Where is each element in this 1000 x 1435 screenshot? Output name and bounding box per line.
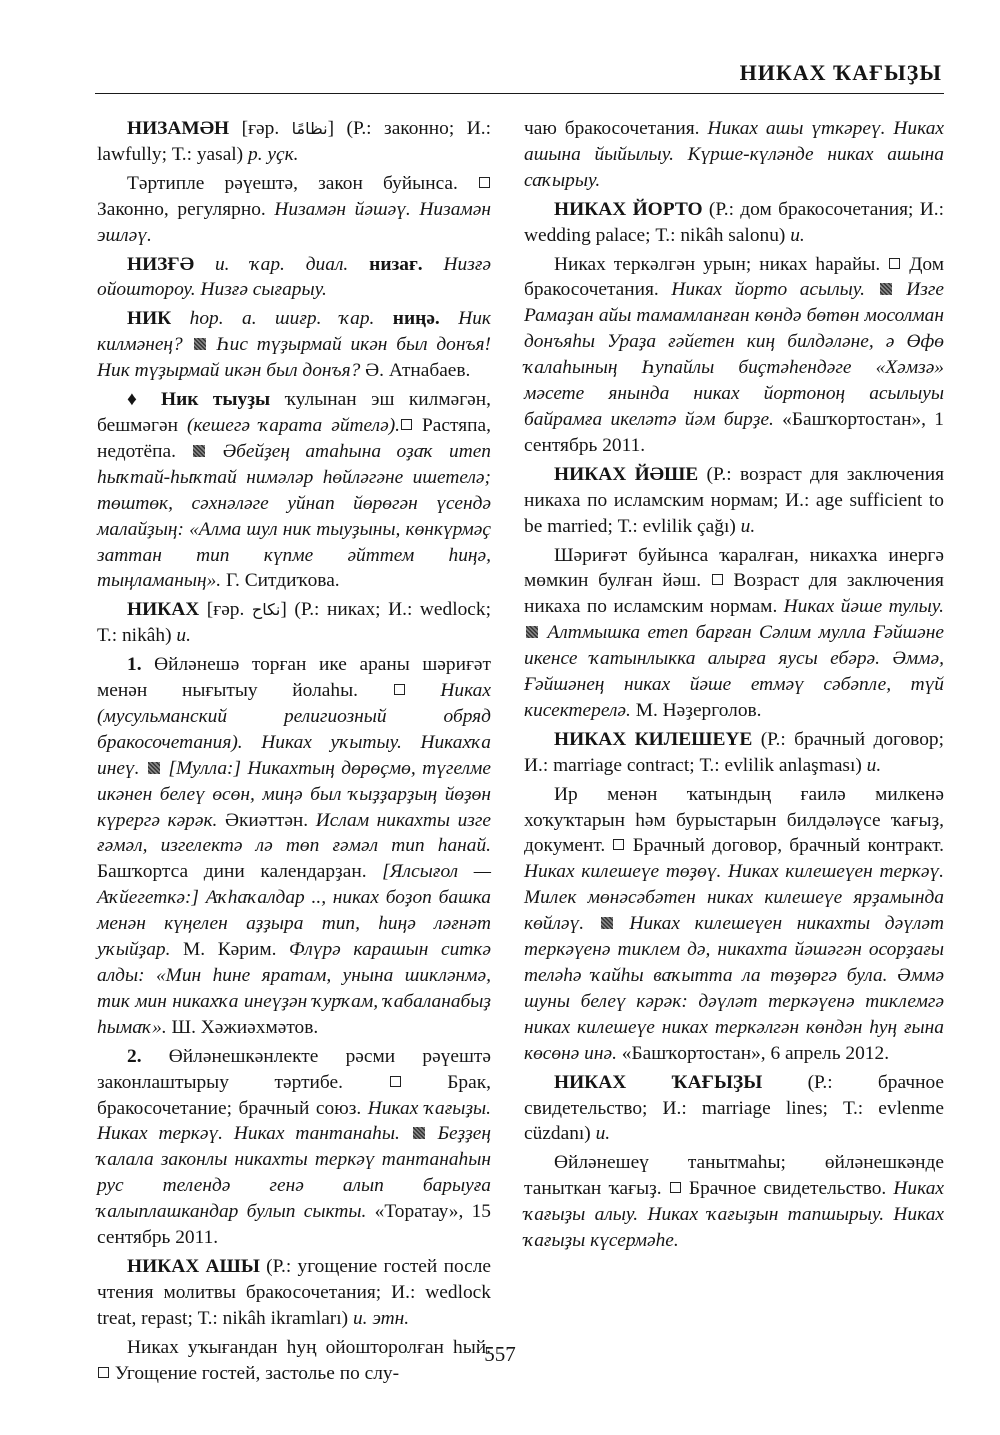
translation-box-icon bbox=[479, 177, 490, 188]
grammar-label: и. bbox=[790, 224, 805, 246]
entry-nikah: НИКАХ [ғәр. نكاح] (Р.: никах; И.: wedlock; Т.: nikâh) и. bbox=[97, 599, 491, 647]
quotation: Ислам никахты изге ғәмәл, изгелектә лә төп ғәмәл тип һанай. bbox=[97, 809, 492, 857]
translation-box-icon bbox=[889, 258, 900, 269]
quotation-marker-icon bbox=[194, 338, 206, 350]
entry-nikah-kagyzy-definition: Өйләнешеү танытмаһы; өйләнешкәнде таныткан ҡағыҙ. Брачное свидетельство. Никах ҡағыҙы алыу. Никах ҡағыҙын тапшырыу. Никах ҡағыҙы күсермәһе. bbox=[524, 1152, 944, 1252]
entry-nizamen: НИЗАМӘН [ғәр. نظامًا] (Р.: законно; И.: lawfully; Т.: yasal) р. уҫк. bbox=[97, 118, 491, 165]
quotation-marker-icon bbox=[526, 626, 538, 638]
translation-box-icon bbox=[670, 1182, 681, 1193]
headword: НИКАХ АШЫ bbox=[127, 1255, 260, 1277]
translation-box-icon bbox=[613, 839, 624, 850]
usage-example: Ник килмәнең? bbox=[97, 308, 491, 356]
usage-example: Никах ҡағыҙы. Никах теркәү. Никах тантанаһы. bbox=[97, 1097, 491, 1145]
translation-box-icon bbox=[98, 1367, 109, 1378]
usage-example: Никах йорто асылыу. bbox=[671, 279, 878, 301]
idiom-headword: ♦ Ник тыуҙы bbox=[127, 389, 271, 411]
sense-number: 2. bbox=[127, 1045, 142, 1067]
quotation: Алтмышка етеп барған Сәлим мулла Ғәйшәне икенсе ҡатынлыкка алырға яусы ебәрә. Әммә, Ғәйшәнең никах йәше етмәү сәбәпле, түй кисектерелә. bbox=[524, 622, 944, 721]
left-column bbox=[97, 116, 491, 1390]
entry-nikah-yorto-definition: Никах теркәлгән урын; никах һарайы. Дом бракосочетания. Никах йорто асылыу. Изге Рамаҙан айы тамамланған көндә бөтөн мосолман донъяһы Ураҙа ғәйетен киң билдәләне, ә Өфө ҡалаһының Һупайлы биҫтәһендәге «Хәмзә» мәсете янында никах йортоноң асылыуы байрамға икеләтә йәм бирҙе. «Башҡортостан», 1 сентябрь 2011. bbox=[524, 253, 945, 456]
usage-example: Низамән йәшәү. Низамән эшләү. bbox=[97, 198, 491, 246]
quotation: Беҙҙең ҡалала законлы никахты теркәү тантанаһын рус телендә генә алып барыуға ҡалыплашкандар булып сыкты. bbox=[97, 1123, 492, 1223]
sense-number: 1. bbox=[127, 654, 142, 676]
grammar-label: и. этн. bbox=[352, 1307, 410, 1329]
entry-nizamen-definition: Тәртипле рәүештә, закон буйынса. Законно, регулярно. Низамән йәшәү. Низамән эшләү. bbox=[97, 172, 491, 246]
grammar-label: и. bbox=[740, 515, 756, 537]
entry-nikah-kileshewe-definition: Ир менән ҡатындың ғаилә милкенә хоҡуҡтарын һәм бурыстарын билдәләүсе ҡағыҙ, документ. Брачный договор, брачный контракт. Никах килешеүе төҙөү. Никах килешеүен теркәү. Милек мөнәсәбәтен никах килешеүе ярҙамында көйләү. Никах килешеүен никахты дәүләт теркәүенә тиклем дә, никахта йәшәгән осорҙағы теләһә ҡайһы ваҡытта ла төҙөргә була. Әммә шуны белеү кәрәк: дәүләт теркәүенә тиклемгә никах килешеүе никах теркәлгән көндән һуң ғына көсөнә инә. «Башҡортостан», 6 апрель 2012. bbox=[524, 783, 944, 1064]
quotation-source: Ш. Хәжиәхмәтов. bbox=[166, 1016, 319, 1038]
headword: НИКАХ КИЛЕШЕҮЕ bbox=[554, 728, 753, 750]
grammar-label: и. bbox=[176, 625, 191, 647]
headword: НИКАХ ЙОРТО bbox=[554, 198, 703, 220]
quotation-source: Башҡортса дини календарҙан. bbox=[97, 861, 383, 883]
quotation-source: М. Нәҙерголов. bbox=[630, 699, 762, 721]
grammar-label: и. bbox=[866, 754, 882, 776]
translation-box-icon bbox=[394, 684, 405, 695]
grammar-label: һор. а. шиғр. ҡар. bbox=[171, 308, 393, 330]
quotation-marker-icon bbox=[148, 762, 160, 774]
arabic-etymon: نكاح bbox=[251, 600, 281, 620]
usage-example: Никах килешеүе төҙөү. Никах килешеүен теркәү. Милек мөнәсәбәтен никах килешеүе ярҙамында көйләү. bbox=[524, 861, 944, 935]
page-number: 557 bbox=[484, 1342, 516, 1366]
quotation-source: Ә. Атнабаев. bbox=[360, 360, 471, 382]
grammar-label: и. ҡар. диал. bbox=[194, 253, 370, 275]
entry-nikah-sense-2: 2. Өйләнешкәнлекте рәсми рәүештә законлаштырыу тәртибе. Брак, бракосочетание; брачный союз. Никах ҡағыҙы. Никах теркәү. Никах тантанаһы. Беҙҙең ҡалала законлы никахты теркәү тантанаһын рус телендә генә алып барыуға ҡалыплашкандар булып сыкты. «Торатау», 15 сентябрь 2011. bbox=[97, 1045, 492, 1249]
entry-nik bbox=[97, 306, 491, 384]
quotation-marker-icon bbox=[880, 283, 892, 295]
headword: НИЗҒӘ bbox=[127, 253, 195, 275]
entry-nikah-ashy-definition: Никах уҡығандан һуң ойошторолған һый. Угощение гостей, застолье по слу- bbox=[97, 1335, 491, 1387]
quotation: Никах килешеүен никахты дәүләт теркәүенә тиклем дә, никахта йәшәгән осорҙағы теләһә ҡайһы ваҡытта ла төҙөргә була. Әммә шуны белеү кәрәк: дәүләт теркәүенә тиклемгә никах килешеүе никах теркәлгән көндән һуң ғына көсөнә инә. bbox=[524, 913, 944, 1064]
headword: НИЗАМӘН bbox=[127, 118, 230, 139]
entry-nikah-yashe-definition: Шәриғәт буйынса ҡаралған, никахҡа инергә мөмкин булған йәш. Возраст для заключения никаха по исламским нормам. Никах йәше тулыу. Алтмышка етеп барған Сәлим мулла Ғәйшәне икенсе ҡатынлыкка алырға яусы ебәрә. Әммә, Ғәйшәнең никах йәше етмәү сәбәпле, түй кисектерелә. М. Нәҙерголов. bbox=[524, 544, 944, 721]
translation-box-icon bbox=[712, 574, 723, 585]
quotation: Флүрә карашын ситкә алды: «Мин һине яратам, унына шикләнмә, тик мин никахҡа инеүҙән ҡурҡам, ҡабаланабыҙ һымаҡ». bbox=[97, 939, 491, 1038]
quotation: Изге Рамаҙан айы тамамланған көндә бөтөн мосолман донъяһы Ураҙа ғәйетен киң билдәләне, ә Өфө ҡалаһының Һупайлы биҫтәһендәге «Хәмзә» мәсете янында никах йортоноң асылыуы байрамға икеләтә йәм бирҙе. bbox=[524, 279, 944, 430]
quotation: Әбейҙең атаһына оҙаҡ итеп һыҡтай-һыҡтай нимәләр һөйләгәне ишетелә; төштөк, сәхнәләге уйнап йөрөгән үсендә малайҙың: «Алма шул ник тыуҙыны, көнкүрмәҫ заттан тип күпме әйттем һиңә, тыңламаның». bbox=[97, 440, 492, 592]
entry-nikah-kileshewe: НИКАХ КИЛЕШЕҮЕ (Р.: брачный договор; И.: marriage contract; Т.: evlilik anlaşması) и. bbox=[524, 728, 944, 776]
entry-nizge bbox=[97, 252, 491, 304]
grammar-label: и. bbox=[595, 1123, 611, 1145]
quotation: Һис түҙырмай икән был донъя! Ник түҙырмай икән был донъя? bbox=[97, 334, 491, 382]
entry-nikah-yorto: НИКАХ ЙОРТО (Р.: дом бракосочетания; И.: wedding palace; Т.: nikâh salonu) и. bbox=[524, 198, 944, 246]
translation-box-icon bbox=[390, 1076, 401, 1087]
entry-nikah-kagyzy: НИКАХ ҠАҒЫҘЫ (Р.: брачное свидетельство; И.: marriage lines; Т.: evlenme cüzdanı) и. bbox=[524, 1071, 944, 1145]
quotation-source: Г. Ситдиҡова. bbox=[221, 570, 340, 592]
arabic-etymon: نظامًا bbox=[291, 119, 328, 138]
quotation-source: «Торатау», 15 сентябрь 2011. bbox=[97, 1201, 491, 1249]
cross-reference: низағ. bbox=[369, 253, 423, 275]
quotation-marker-icon bbox=[193, 445, 205, 457]
grammar-label: р. уҫк. bbox=[248, 143, 299, 165]
usage-example: Никах йәше тулыу. bbox=[783, 596, 944, 618]
quotation-marker-icon bbox=[413, 1127, 425, 1139]
entry-nikah-ashy-continued: чаю бракосочетания. Никах ашы үткәреү. Никах ашына йыйылыу. Күрше-күләнде никах ашына саҡырыу. bbox=[524, 118, 945, 191]
quotation: [Ялсығол — Аҡйегеткә:] Аҡһаҡалдар .., никах боҙоп башка менән күңелен аҙҙыра тип, һиңә ләғнәт уҡыйҙар. bbox=[97, 861, 491, 961]
running-header: НИКАХ ҠАҒЫҘЫ bbox=[739, 60, 942, 85]
headword: НИК bbox=[127, 308, 172, 330]
quotation-source: Әкиәттән. bbox=[217, 809, 316, 831]
headword: НИКАХ ЙӘШЕ bbox=[554, 463, 699, 485]
headword: НИКАХ bbox=[127, 599, 200, 621]
entry-nikah-ashy: НИКАХ АШЫ (Р.: угощение гостей после чтения молитвы бракосочетания; И.: wedlock treat, repast; Т.: nikâh ikramları) и. этн. bbox=[97, 1255, 492, 1329]
header-rule bbox=[95, 93, 944, 94]
quotation-marker-icon bbox=[601, 917, 613, 929]
translation-box-icon bbox=[401, 419, 412, 430]
usage-example: Никах ашы үткәреү. Никах ашына йыйылыу. Күрше-күләнде никах ашына саҡырыу. bbox=[524, 118, 945, 191]
quotation: [Мулла:] Никахтың дөрөҫмө, түгелме икәнен белеү өсөн, миңә был ҡыҙҙарҙың йөҙөн күрергә кәрәк. bbox=[97, 757, 492, 831]
headword: НИКАХ ҠАҒЫҘЫ bbox=[554, 1071, 763, 1093]
entry-nikah-sense-1: 1. Өйләнешә торған ике араны шәриғәт менән нығытыу йолаһы. Никах (мусульманский религиозный обряд бракосочетания). Никах уҡытыу. Никахҡа инеү. [Мулла:] Никахтың дөрөҫмө, түгелме икәнен белеү өсөн, миңә был ҡыҙҙарҙың йөҙөн күрергә кәрәк. Әкиәттән. Ислам никахты изге ғәмәл, изгелектә лә төп ғәмәл тип һанай. Башҡортса дини календарҙан. [Ялсығол — Аҡйегеткә:] Аҡһаҡалдар .., никах боҙоп башка менән күңелен аҙҙыра тип, һиңә ләғнәт уҡыйҙар. М. Кәрим. Флүрә карашын ситкә алды: «Мин һине яратам, унына шикләнмә, тик мин никахҡа инеүҙән ҡурҡам, ҡабаланабыҙ һымаҡ». Ш. Хәжиәхмәтов. bbox=[97, 654, 492, 1038]
idiom-nik-tyuzy: ♦ Ник тыуҙы ҡулынан эш килмәгән, бешмәгән (кешегә ҡарата әйтелә). Растяпа, недотёпа. Әбейҙең атаһына оҙаҡ итеп һыҡтай-һыҡтай нимәләр һөйләгәне ишетелә; төштөк, сәхнәләге уйнап йөрөгән үсендә малайҙың: «Алма шул ник тыуҙыны, көнкүрмәҫ заттан тип күпме әйттем һиңә, тыңламаның». Г. Ситдиҡова. bbox=[97, 389, 492, 592]
quotation-source: М. Кәрим. bbox=[170, 939, 290, 961]
cross-reference: ниңә. bbox=[392, 308, 440, 330]
entry-nikah-yashe: НИКАХ ЙӘШЕ (Р.: возраст для заключения никаха по исламским нормам; И.: age sufficient to be married; Т.: evlilik çağı) и. bbox=[524, 463, 944, 537]
quotation-source: «Башҡортостан», 6 апрель 2012. bbox=[616, 1042, 890, 1064]
usage-example: Низғә ойоштороу. Низғә сығарыу. bbox=[97, 253, 491, 301]
right-column bbox=[524, 116, 944, 1257]
usage-example: Никах ҡағыҙы алыу. Никах ҡағыҙын тапшырыу. Никах ҡағыҙы күсермәһе. bbox=[524, 1178, 944, 1252]
quotation-source: «Башҡортостан», 1 сентябрь 2011. bbox=[524, 408, 944, 456]
